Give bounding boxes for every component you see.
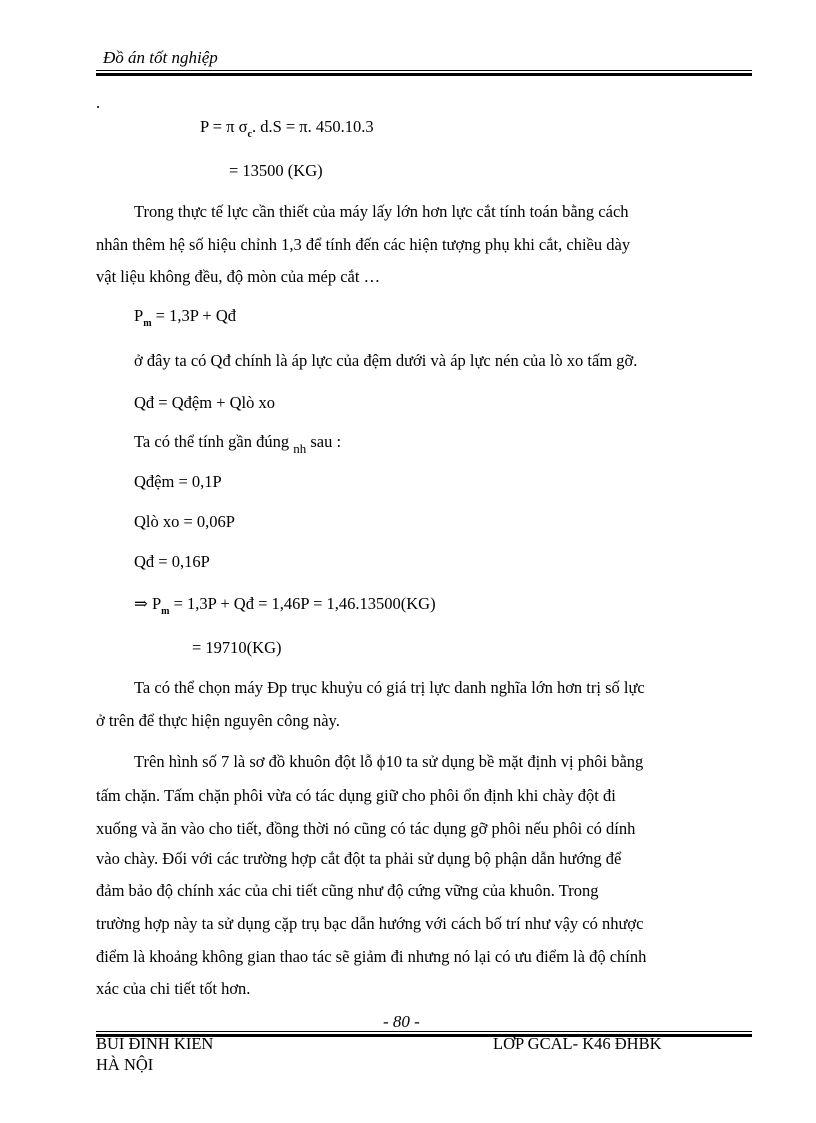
formula-p	[200, 117, 374, 140]
formula-qd-sum: Qđ = Qđệm + Qlò xo	[134, 393, 275, 412]
formula-implies-subscript: m	[161, 606, 170, 617]
approximation-fragment: nh	[293, 441, 307, 456]
page-header-title: Đồ án tốt nghiệp	[103, 48, 218, 67]
approximation-text: Ta có thể tính gần đúng	[134, 432, 294, 451]
page-number: - 80 -	[383, 1012, 420, 1031]
formula-qd-value: Qđ = 0,16P	[134, 552, 210, 571]
paragraph-3-line-7: điểm là khoảng không gian thao tác sẽ giảm đi nhưng nó lại có ưu điểm là độ chính	[96, 947, 647, 966]
formula-p-subscript: c	[247, 129, 252, 140]
formula-implies-result: = 19710(KG)	[192, 638, 282, 657]
header-rule-thin	[96, 70, 752, 71]
stray-dot: .	[96, 93, 101, 112]
paragraph-3-line-5: đảm bảo độ chính xác của chi tiết cũng như độ cứng vững của khuôn. Trong	[96, 881, 599, 900]
paragraph-3-line-6: trường hợp này ta sử dụng cặp trụ bạc dẫn hướng với cách bố trí như vậy có nhược	[96, 914, 644, 933]
formula-pm	[134, 306, 236, 329]
paragraph-3-line-4: vào chày. Đối với các trường hợp cắt đột ta phải sử dụng bộ phận dẫn hướng để	[96, 849, 622, 868]
paragraph-1-line-1: Trong thực tế lực cần thiết của máy lấy lớn hơn lực cắt tính toán bằng cách	[134, 202, 629, 221]
paragraph-3-line-3: xuống và ăn vào cho tiết, đồng thời nó cũng có tác dụng gỡ phôi nếu phôi có dính	[96, 819, 636, 838]
header-rule-thick	[96, 73, 752, 76]
formula-implies	[134, 594, 436, 617]
formula-pm-subscript: m	[143, 318, 152, 329]
formula-qdem: Qđệm = 0,1P	[134, 472, 222, 491]
paragraph-3-line-8: xác của chi tiết tốt hơn.	[96, 979, 251, 998]
paragraph-1-line-3: vật liệu không đều, độ mòn của mép cắt …	[96, 267, 381, 286]
approximation-line	[134, 432, 342, 456]
paragraph-1-line-2: nhân thêm hệ số hiệu chỉnh 1,3 để tính đến các hiện tượng phụ khi cắt, chiều dày	[96, 235, 631, 254]
paragraph-2-line-1: Ta có thể chọn máy Đp trục khuỷu có giá trị lực danh nghĩa lớn hơn trị số lực	[134, 678, 645, 697]
qd-explanation: ở đây ta có Qđ chính là áp lực của đệm dưới và áp lực nén của lò xo tấm gỡ.	[134, 351, 638, 370]
formula-implies-rhs: = 1,3P + Qđ = 1,46P = 1,46.13500(KG)	[169, 594, 436, 613]
paragraph-3-line-2: tấm chặn. Tấm chặn phôi vừa có tác dụng giữ cho phôi ổn định khi chày đột đi	[96, 786, 616, 805]
formula-pm-lhs: P	[134, 306, 144, 325]
formula-p-rhs: . d.S = π. 450.10.3	[251, 117, 374, 136]
footer-author-line-1: BÙI ĐÌNH KIÊN	[96, 1034, 214, 1053]
formula-p-lhs: P = π σ	[200, 117, 248, 136]
footer-author-line-2: HÀ NỘI	[96, 1055, 154, 1074]
paragraph-2-line-2: ở trên để thực hiện nguyên công này.	[96, 711, 340, 730]
formula-qloxo: Qlò xo = 0,06P	[134, 512, 235, 531]
approximation-suffix: sau :	[306, 432, 342, 451]
formula-p-result: = 13500 (KG)	[229, 161, 323, 180]
footer-rule-thin	[96, 1031, 752, 1032]
footer-class: LỚP GCAL- K46 ĐHBK	[493, 1034, 662, 1053]
formula-pm-rhs: = 1,3P + Qđ	[151, 306, 236, 325]
paragraph-3-line-1: Trên hình số 7 là sơ đồ khuôn đột lỗ ϕ10 ta sử dụng bề mặt định vị phôi bằng	[134, 752, 644, 771]
formula-implies-lhs: ⇒ P	[134, 594, 162, 613]
